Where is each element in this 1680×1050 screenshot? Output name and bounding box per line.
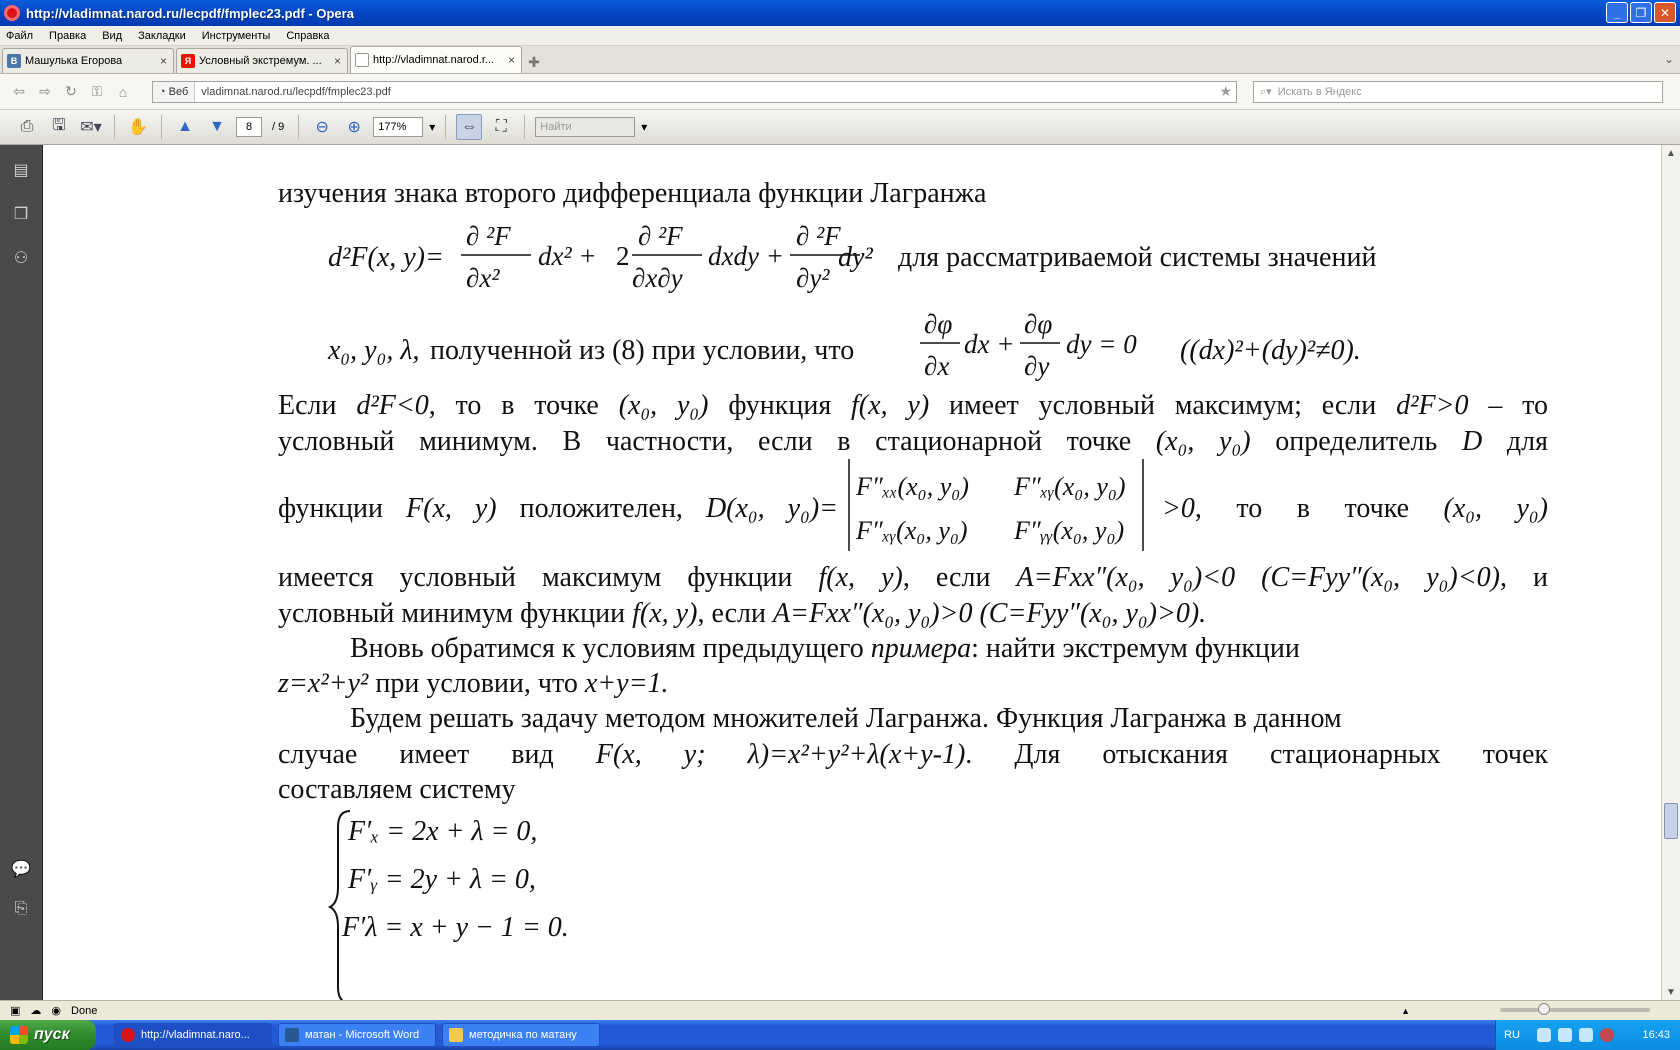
text-line: для рассматриваемой системы значений — [898, 242, 1377, 273]
page-icon — [355, 53, 369, 67]
math-text: >0 — [1162, 493, 1195, 524]
text: случае имеет вид — [278, 739, 554, 770]
zoom-slider[interactable] — [1500, 1008, 1650, 1012]
task-label: матан - Microsoft Word — [305, 1029, 420, 1041]
svg-text:dxdy +: dxdy + — [708, 241, 784, 271]
zoom-value: 177% — [378, 121, 407, 133]
forward-icon[interactable]: ⇨ — [39, 83, 51, 99]
pdf-document-view[interactable] — [42, 145, 1661, 1000]
svg-text:∂x²: ∂x² — [466, 263, 500, 293]
task-label: методичка по матану — [469, 1029, 577, 1041]
task-label: http://vladimnat.naro... — [141, 1029, 250, 1041]
prev-page-icon[interactable]: ▲ — [177, 118, 193, 135]
text-line — [278, 595, 1548, 632]
svg-text:dx +: dx + — [964, 329, 1015, 359]
math-text: (x₀, y₀) — [1155, 426, 1251, 457]
bookmark-star-icon[interactable]: ★ — [1219, 83, 1232, 99]
svg-text:dy = 0: dy = 0 — [1066, 329, 1137, 359]
text: функция — [728, 390, 832, 421]
tab-label: Условный экстремум. ... — [199, 55, 322, 67]
svg-text:∂φ: ∂φ — [924, 309, 953, 339]
math-text: F(x, y) — [406, 493, 497, 524]
text-line: полученной из (8) при условии, что — [430, 335, 855, 366]
menu-view[interactable]: Вид — [102, 29, 123, 42]
svg-text:F″ₓᵧ(x₀, y₀): F″ₓᵧ(x₀, y₀) — [1014, 472, 1126, 501]
text-line — [278, 665, 1548, 702]
tab-bar — [0, 46, 1680, 74]
math-text: f(x, y) — [851, 390, 930, 421]
reload-icon[interactable]: ↻ — [65, 83, 77, 99]
toolbar-separator — [298, 115, 299, 139]
vk-icon: В — [7, 54, 21, 68]
text: для — [1506, 426, 1549, 457]
search-input[interactable] — [1253, 81, 1663, 103]
formula-d2f — [328, 239, 444, 276]
zoom-slider-knob[interactable] — [1538, 1003, 1550, 1015]
toolbar-separator — [161, 115, 162, 139]
second-differential-formula — [456, 217, 876, 297]
cloud-icon[interactable]: ☁ — [30, 1005, 42, 1017]
tab-pdf[interactable] — [350, 46, 522, 73]
menu-edit[interactable]: Правка — [49, 29, 87, 42]
opera-tray-icon[interactable] — [1600, 1028, 1614, 1042]
taskbar — [0, 1020, 1680, 1050]
start-button[interactable] — [0, 1020, 96, 1050]
find-dropdown-icon[interactable]: ▾ — [641, 120, 648, 134]
svg-text:∂ ²F: ∂ ²F — [796, 221, 841, 251]
text: : найти экстремум функции — [971, 633, 1300, 664]
text: , если — [902, 562, 991, 593]
math-text: (x₀, y₀) — [1443, 493, 1548, 524]
text: , то в точке — [428, 390, 599, 421]
key-icon[interactable]: ⚿ — [91, 83, 103, 99]
math-text: (x₀, y₀) — [618, 390, 709, 421]
math-text: F(x, y; λ)=x²+y²+λ(x+y-1) — [595, 739, 966, 770]
fit-width-icon[interactable]: ⇔ — [456, 114, 482, 140]
text-line — [1162, 490, 1548, 527]
math-text: D — [1461, 426, 1483, 457]
text: Если — [278, 390, 337, 421]
math-text: x₀, y₀, λ, — [328, 335, 420, 366]
text: условный минимум функции — [278, 598, 626, 629]
text-line: составляем систему — [278, 774, 516, 805]
windows-logo-icon — [10, 1026, 28, 1044]
math-text: z=x²+y² — [278, 668, 369, 699]
scrollbar-thumb[interactable] — [1664, 803, 1678, 839]
tab-label: Машулька Егорова — [25, 55, 123, 67]
new-tab-button[interactable]: ✚ — [528, 53, 540, 70]
constraint-differential-formula — [918, 305, 1158, 385]
equation-2: F′ᵧ = 2y + λ = 0, — [348, 864, 536, 895]
network-icon[interactable] — [1558, 1028, 1572, 1042]
tab-menu-icon[interactable]: ⌄ — [1663, 52, 1674, 66]
restore-button[interactable]: ❐ — [1630, 2, 1652, 23]
svg-text:∂ ²F: ∂ ²F — [466, 221, 511, 251]
equation-3: F′λ = x + y − 1 = 0. — [342, 912, 569, 943]
next-page-icon[interactable]: ▼ — [209, 118, 225, 135]
address-bar — [0, 74, 1680, 110]
svg-text:∂y: ∂y — [1024, 351, 1050, 381]
fit-page-icon[interactable]: ⛶ — [495, 118, 507, 135]
hessian-determinant — [846, 457, 1156, 553]
text: – то — [1488, 390, 1549, 421]
text-line — [278, 423, 1548, 460]
text-line — [278, 736, 1548, 773]
text: имеет условный максимум; если — [948, 390, 1377, 421]
tray-arrow-icon[interactable] — [1537, 1028, 1551, 1042]
task-folder[interactable] — [442, 1023, 600, 1047]
zoom-select[interactable] — [373, 117, 423, 137]
svg-text:∂φ: ∂φ — [1024, 309, 1053, 339]
save-icon[interactable]: 🖫 — [52, 116, 66, 134]
start-label: пуск — [34, 1026, 70, 1043]
search-placeholder: Искать в Яндекс — [1277, 85, 1362, 98]
close-tab-icon[interactable]: × — [159, 54, 167, 68]
svg-text:∂x∂y: ∂x∂y — [632, 263, 683, 293]
math-text: A=Fxx″(x₀, y₀)<0 (C=Fyy″(x₀, y₀)<0) — [1016, 562, 1500, 593]
text: , то в точке — [1194, 493, 1410, 524]
address-field[interactable] — [152, 81, 1237, 103]
comments-icon[interactable]: 💬 — [11, 861, 31, 878]
pdf-toolbar — [0, 110, 1680, 145]
find-input[interactable] — [535, 117, 635, 137]
search-icon: ⌕▾ — [1260, 85, 1272, 98]
pdf-navigation-pane — [0, 145, 42, 1000]
svg-text:F″ₓᵧ(x₀, y₀): F″ₓᵧ(x₀, y₀) — [856, 516, 968, 545]
language-indicator[interactable]: RU — [1504, 1029, 1520, 1041]
svg-text:∂x: ∂x — [924, 351, 950, 381]
attachment-icon[interactable]: ⎘ — [14, 900, 28, 917]
scroll-down-icon[interactable]: ▼ — [1666, 986, 1676, 998]
math-text: d²F<0 — [356, 390, 429, 421]
math-text: dy² — [838, 242, 873, 273]
print-icon[interactable]: ⎙ — [20, 118, 34, 135]
bookmarks-icon[interactable]: ❒ — [13, 206, 29, 223]
speed-dial-icon[interactable]: ◉ — [51, 1005, 62, 1017]
minimize-button[interactable]: _ — [1606, 2, 1628, 23]
text: имеется условный максимум функции — [278, 562, 793, 593]
task-word[interactable] — [278, 1023, 436, 1047]
panel-toggle-icon[interactable]: ▣ — [10, 1005, 21, 1017]
word-icon — [285, 1028, 299, 1042]
text: Вновь обратимся к условиям предыдущего — [350, 633, 864, 664]
menu-tools[interactable]: Инструменты — [201, 29, 271, 42]
equation-1: F′ₓ = 2x + λ = 0, — [348, 816, 538, 847]
title-bar — [0, 0, 1680, 26]
close-tab-icon[interactable]: × — [507, 53, 515, 67]
home-icon[interactable]: ⌂ — [118, 83, 128, 100]
window-title: http://vladimnat.narod.ru/lecpdf/fmplec23.pdf - Opera — [26, 5, 354, 21]
email-icon[interactable]: ✉▾ — [80, 119, 102, 136]
comment-icon[interactable]: ✋ — [128, 119, 148, 136]
svg-text:dx² +: dx² + — [538, 241, 597, 271]
page-total: / 9 — [272, 121, 285, 133]
vertical-scrollbar[interactable] — [1661, 145, 1680, 1000]
text: условный минимум. В частности, если в стационарной точке — [278, 426, 1132, 457]
math-text: D(x₀, y₀)= — [705, 493, 839, 524]
tab-label: http://vladimnat.narod.r... — [373, 54, 495, 66]
text: при условии, что — [375, 668, 578, 699]
text: определитель — [1275, 426, 1438, 457]
toolbar-separator — [524, 115, 525, 139]
scroll-up-icon[interactable]: ▲ — [1666, 147, 1676, 159]
menu-help[interactable]: Справка — [286, 29, 330, 42]
math-text: ((dx)²+(dy)²≠0). — [1180, 335, 1361, 366]
clock: 16:43 — [1642, 1029, 1670, 1041]
find-placeholder: Найти — [540, 121, 572, 133]
web-badge-label: Веб — [168, 85, 189, 98]
opera-icon — [121, 1028, 135, 1042]
math-text: x+y=1. — [584, 668, 669, 699]
math-text: A=Fxx″(x₀, y₀)>0 (C=Fyy″(x₀, y₀)>0). — [772, 598, 1207, 629]
folder-icon — [449, 1028, 463, 1042]
zoom-in-icon[interactable]: ⊕ — [347, 119, 361, 136]
toolbar-separator — [114, 115, 115, 139]
svg-text:F″ᵧᵧ(x₀, y₀): F″ᵧᵧ(x₀, y₀) — [1014, 516, 1125, 545]
svg-text:F″ₓₓ(x₀, y₀): F″ₓₓ(x₀, y₀) — [856, 472, 969, 501]
tab-yandex[interactable] — [176, 48, 348, 73]
text-line — [350, 630, 1548, 667]
text-line — [278, 559, 1548, 596]
task-opera[interactable] — [114, 1023, 272, 1047]
globe-icon: ◔ — [159, 85, 166, 98]
text-line — [278, 387, 1548, 424]
back-icon[interactable]: ⇦ — [13, 83, 25, 99]
close-button[interactable]: ✕ — [1654, 2, 1676, 23]
volume-icon[interactable] — [1579, 1028, 1593, 1042]
svg-text:∂y²: ∂y² — [796, 263, 830, 293]
close-tab-icon[interactable]: × — [333, 54, 341, 68]
system-tray — [1495, 1020, 1680, 1050]
math-text: f(x, y) — [632, 598, 698, 629]
window-controls — [1606, 2, 1676, 23]
text-line: Будем решать задачу методом множителей Лагранжа. Функция Лагранжа в данном — [350, 703, 1342, 734]
toolbar-separator — [445, 115, 446, 139]
menu-bar — [0, 26, 1680, 46]
text-line: изучения знака второго дифференциала функции Лагранжа — [278, 178, 987, 209]
status-text: Done — [71, 1004, 98, 1017]
math-text: f(x, y) — [818, 562, 903, 593]
math-text: d²F>0 — [1396, 390, 1469, 421]
zoom-dropdown-icon[interactable]: ▾ — [429, 120, 436, 134]
text-line — [278, 490, 838, 527]
status-bar — [0, 1000, 1680, 1020]
text: , если — [697, 598, 766, 629]
opera-icon — [4, 5, 20, 21]
pages-icon[interactable]: ▤ — [13, 162, 29, 179]
zoom-out-icon[interactable]: ⊖ — [315, 119, 329, 136]
text: , и — [1499, 562, 1548, 593]
yandex-icon: Я — [181, 54, 195, 68]
text: примера — [870, 633, 972, 664]
url-text: vladimnat.narod.ru/lecpdf/fmplec23.pdf — [201, 85, 391, 98]
text: функции — [278, 493, 383, 524]
text: . Для отыскания стационарных точек — [965, 739, 1549, 770]
web-badge[interactable] — [153, 82, 195, 102]
text: положителен, — [519, 493, 683, 524]
svg-text:∂ ²F: ∂ ²F — [638, 221, 683, 251]
svg-text:2: 2 — [616, 241, 630, 271]
tab-vk[interactable] — [2, 48, 174, 73]
page-number-input[interactable]: 8 — [236, 117, 262, 137]
math-text: d²F(x, y)= — [328, 242, 444, 273]
view-up-icon[interactable]: ▲ — [1401, 1005, 1410, 1016]
menu-file[interactable]: Файл — [6, 29, 34, 42]
menu-bookmarks[interactable]: Закладки — [138, 29, 186, 42]
binoculars-icon[interactable]: ⚇ — [13, 250, 29, 267]
